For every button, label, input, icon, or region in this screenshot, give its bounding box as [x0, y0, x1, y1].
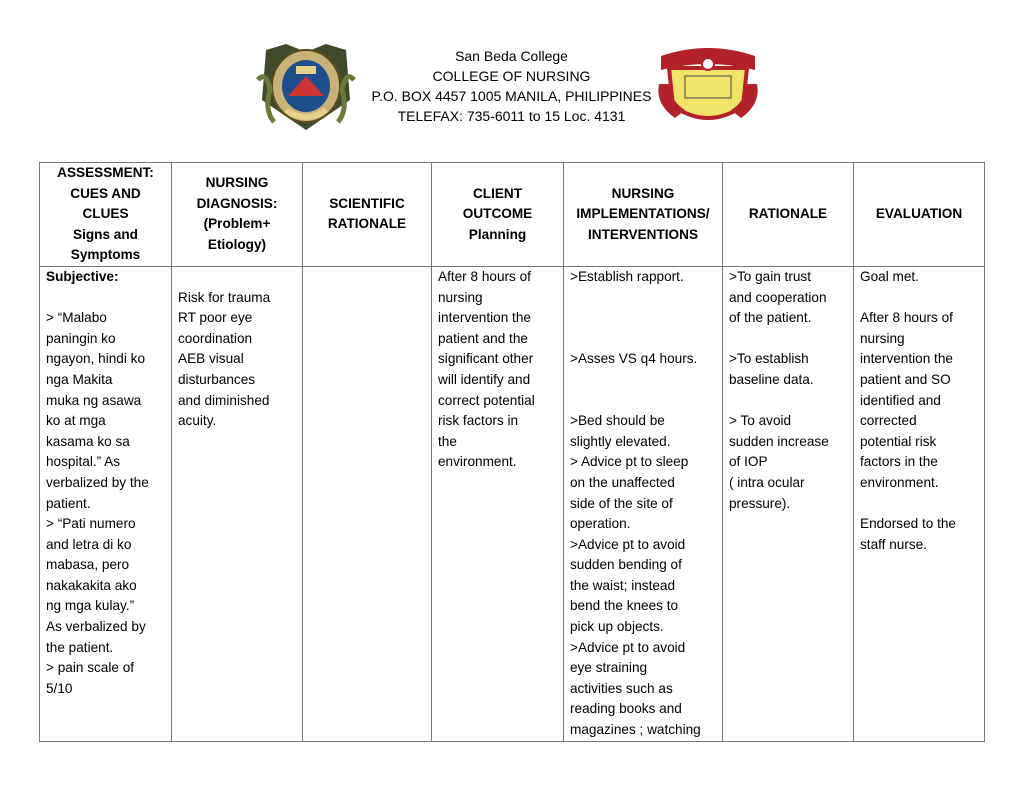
header-line: CLUES	[82, 206, 129, 222]
cell-line: operation.	[570, 516, 631, 532]
cell-line: >Asses VS q4 hours.	[570, 351, 698, 367]
header-line: Planning	[468, 226, 527, 242]
cell-line: environment.	[860, 474, 939, 490]
cell-line: nursing	[438, 289, 483, 305]
cell-line: patient and SO	[860, 371, 951, 387]
cell-line: > pain scale of	[46, 660, 135, 676]
cell-line: the patient.	[46, 639, 114, 655]
cell-scientific-rationale	[303, 266, 432, 741]
cell-line: paningin ko	[46, 330, 116, 346]
header-line: Etiology)	[207, 237, 267, 253]
cell-diagnosis	[172, 266, 303, 741]
cell-line: Goal met.	[860, 268, 919, 284]
cell-line	[570, 288, 716, 309]
header-rationale	[723, 163, 854, 267]
nursing-care-plan-table	[39, 162, 985, 742]
table-row	[40, 266, 985, 741]
letterhead	[0, 46, 1023, 126]
header-line: Symptoms	[70, 247, 141, 263]
header-line: CUES AND	[70, 185, 141, 201]
cell-line	[570, 308, 716, 329]
cell-line: of the patient.	[729, 310, 812, 326]
cell-line: eye straining	[570, 660, 648, 676]
cell-line	[729, 329, 847, 350]
cell-line: After 8 hours of	[438, 268, 531, 284]
cell-line: >Advice pt to avoid	[570, 536, 686, 552]
header-line: NURSING	[611, 185, 675, 201]
cell-line: environment.	[438, 454, 517, 470]
cell-line: nursing	[860, 330, 905, 346]
cell-line	[570, 391, 716, 412]
cell-line: >To establish	[729, 351, 809, 367]
header-line: DIAGNOSIS:	[196, 195, 278, 211]
cell-line: magazines ; watching	[570, 722, 701, 738]
cell-line: the waist; instead	[570, 577, 676, 593]
cell-line: intervention the	[438, 310, 531, 326]
cell-rationale	[723, 266, 854, 741]
header-line: CLIENT	[472, 185, 523, 201]
cell-outcome	[432, 266, 564, 741]
cell-line: >Advice pt to avoid	[570, 639, 686, 655]
cell-line	[860, 288, 978, 309]
cell-line: risk factors in	[438, 413, 519, 429]
cell-line: coordination	[178, 330, 253, 346]
cell-line: As verbalized by	[46, 619, 146, 635]
cell-line: corrected	[860, 413, 917, 429]
cell-line: intervention the	[860, 351, 953, 367]
cell-line: sudden bending of	[570, 557, 682, 573]
cell-line	[570, 329, 716, 350]
cell-line: pick up objects.	[570, 619, 664, 635]
cell-line: will identify and	[438, 371, 531, 387]
cell-line: muka ng asawa	[46, 392, 142, 408]
cell-line: nakakakita ako	[46, 577, 137, 593]
cell-line: >Bed should be	[570, 413, 665, 429]
header-client-outcome	[432, 163, 564, 267]
cell-line: staff nurse.	[860, 536, 927, 552]
cell-line: and letra di ko	[46, 536, 132, 552]
header-line: Signs and	[73, 226, 138, 242]
cell-line: > To avoid	[729, 413, 792, 429]
cell-line: and cooperation	[729, 289, 827, 305]
cell-line: Subjective:	[46, 268, 119, 284]
cell-line: Risk for trauma	[178, 289, 271, 305]
cell-line: After 8 hours of	[860, 310, 953, 326]
cell-line: nga Makita	[46, 371, 113, 387]
header-line: IMPLEMENTATIONS/	[576, 206, 710, 222]
cell-line: acuity.	[178, 413, 217, 429]
cell-line: ng mga kulay.”	[46, 598, 135, 614]
header-line: NURSING	[205, 175, 269, 191]
header-assessment	[40, 163, 172, 267]
cell-line: >Establish rapport.	[570, 268, 684, 284]
cell-line	[729, 391, 847, 412]
header-line: RATIONALE	[327, 216, 407, 232]
address: P.O. BOX 4457 1005 MANILA, PHILIPPINES	[371, 88, 652, 104]
header-line: SCIENTIFIC	[329, 195, 405, 211]
cell-line: the	[438, 433, 457, 449]
cell-line: AEB visual	[178, 351, 244, 367]
cell-line	[570, 370, 716, 391]
header-nursing-diagnosis	[172, 163, 303, 267]
college-name: COLLEGE OF NURSING	[432, 68, 591, 84]
cell-line: ngayon, hindi ko	[46, 351, 146, 367]
cell-line: patient.	[46, 495, 91, 511]
school-name: San Beda College	[455, 48, 568, 64]
cell-line: 5/10	[46, 680, 73, 696]
header-line: OUTCOME	[462, 206, 533, 222]
header-line: EVALUATION	[875, 206, 963, 222]
cell-interventions	[564, 266, 723, 741]
table-header-row	[40, 163, 985, 267]
cell-line: reading books and	[570, 701, 682, 717]
cell-line: and diminished	[178, 392, 270, 408]
cell-line: verbalized by the	[46, 474, 149, 490]
cell-line: Endorsed to the	[860, 516, 956, 532]
cell-line: correct potential	[438, 392, 535, 408]
cell-line: disturbances	[178, 371, 256, 387]
cell-line: hospital.” As	[46, 454, 121, 470]
cell-line: patient and the	[438, 330, 528, 346]
cell-line: >To gain trust	[729, 268, 811, 284]
cell-line: slightly elevated.	[570, 433, 671, 449]
cell-line: on the unaffected	[570, 474, 675, 490]
header-interventions	[564, 163, 723, 267]
cell-line: baseline data.	[729, 371, 814, 387]
cell-line: ( intra ocular	[729, 474, 805, 490]
cell-line: significant other	[438, 351, 534, 367]
cell-line: pressure).	[729, 495, 791, 511]
header-evaluation	[854, 163, 985, 267]
cell-line	[46, 288, 165, 309]
cell-assessment	[40, 266, 172, 741]
telefax: TELEFAX: 735-6011 to 15 Loc. 4131	[397, 108, 626, 124]
cell-line: kasama ko sa	[46, 433, 130, 449]
cell-line: ko at mga	[46, 413, 106, 429]
cell-line: factors in the	[860, 454, 938, 470]
cell-line: > Advice pt to sleep	[570, 454, 689, 470]
cell-line: identified and	[860, 392, 941, 408]
cell-line: > “Pati numero	[46, 516, 136, 532]
cell-line: sudden increase	[729, 433, 829, 449]
cell-line	[860, 494, 978, 515]
cell-evaluation	[854, 266, 985, 741]
cell-line: activities such as	[570, 680, 673, 696]
header-line: RATIONALE	[748, 206, 828, 222]
header-line: (Problem+	[203, 216, 271, 232]
cell-line	[178, 267, 296, 288]
cell-line: bend the knees to	[570, 598, 679, 614]
header-line: INTERVENTIONS	[587, 226, 699, 242]
header-line: ASSESSMENT:	[57, 165, 154, 180]
cell-line: RT poor eye	[178, 310, 253, 326]
cell-line: potential risk	[860, 433, 937, 449]
cell-line: mabasa, pero	[46, 557, 130, 573]
cell-line: of IOP	[729, 454, 768, 470]
cell-line: > “Malabo	[46, 310, 107, 326]
header-scientific-rationale	[303, 163, 432, 267]
cell-line: side of the site of	[570, 495, 673, 511]
